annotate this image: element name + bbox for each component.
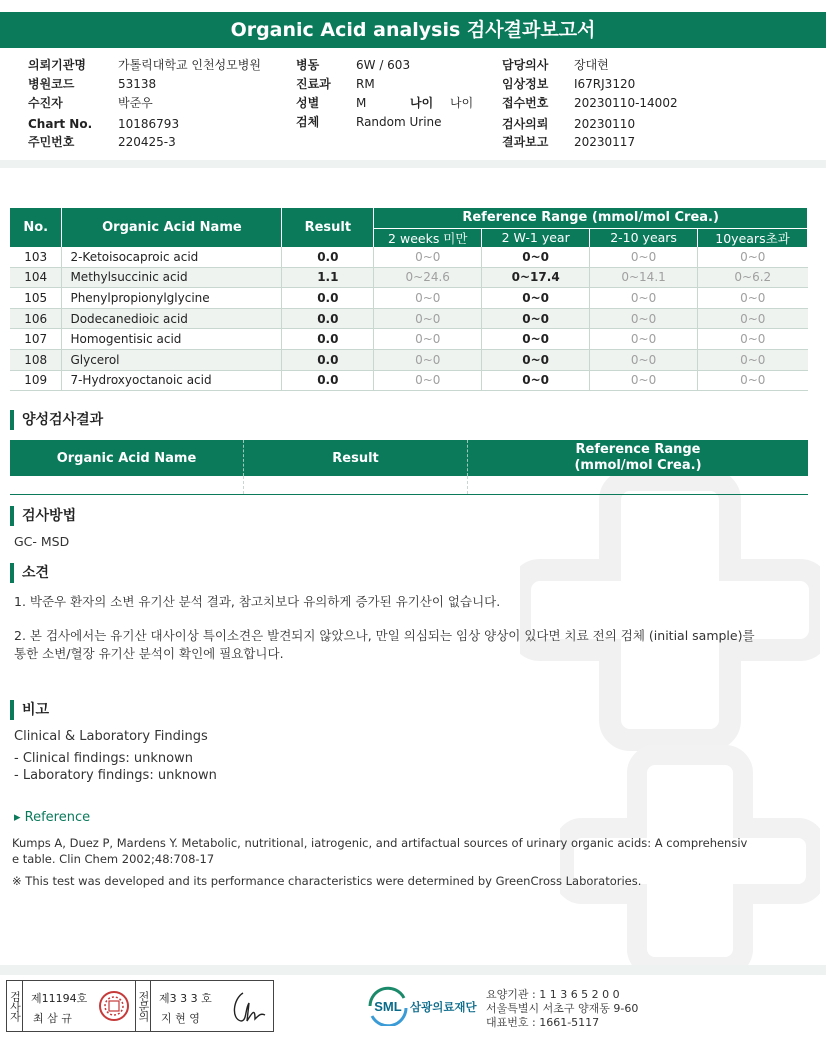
row-range-4: 0~0 (698, 308, 808, 329)
rrn-value: 220425-3 (118, 135, 176, 149)
row-name: Dodecanedioic acid (62, 308, 282, 329)
row-result: 0.0 (282, 247, 374, 268)
row-range-2: 0~0 (482, 308, 590, 329)
row-no: 109 (10, 370, 62, 391)
positive-results-heading: 양성검사결과 (10, 410, 103, 430)
col-sub-2: 2 W-1 year (482, 228, 590, 247)
row-range-3: 0~14.1 (590, 267, 698, 288)
row-result: 1.1 (282, 267, 374, 288)
row-range-3: 0~0 (590, 247, 698, 268)
row-range-2: 0~17.4 (482, 267, 590, 288)
dept-label: 진료과 (296, 77, 331, 91)
clinical-label: 임상정보 (502, 77, 549, 91)
sex-label: 성별 (296, 96, 320, 110)
positive-col-name: Organic Acid Name (10, 440, 244, 476)
reference-line-1: Kumps A, Duez P, Mardens Y. Metabolic, nutritional, iatrogenic, and artifactual sources of urinary organic acids: A comprehensiv (12, 836, 748, 850)
examiner-label: 검사자 (7, 981, 23, 1031)
ward-value: 6W / 603 (356, 58, 411, 72)
col-sub-1: 2 weeks 미만 (374, 228, 482, 247)
row-range-1: 0~0 (374, 288, 482, 309)
table-row (10, 247, 808, 268)
code-label: 병원코드 (28, 77, 75, 91)
signature-box (6, 980, 274, 1032)
row-range-3: 0~0 (590, 370, 698, 391)
col-no: No. (10, 208, 62, 247)
row-name: 2-Ketoisocaproic acid (62, 247, 282, 268)
reference-line-2: e table. Clin Chem 2002;48:708-17 (12, 852, 215, 866)
remarks-line-2: - Clinical findings: unknown (14, 751, 193, 766)
reference-heading: ▸ Reference (14, 810, 91, 825)
row-range-4: 0~0 (698, 329, 808, 350)
report-title: Organic Acid analysis 검사결과보고서 (0, 12, 826, 48)
row-range-4: 0~0 (698, 370, 808, 391)
rrn-label: 주민번호 (28, 135, 75, 149)
hospital-label: 의뢰기관명 (28, 58, 86, 72)
row-range-3: 0~0 (590, 349, 698, 370)
row-result: 0.0 (282, 308, 374, 329)
row-range-2: 0~0 (482, 349, 590, 370)
patient-value: 박준우 (118, 96, 153, 110)
row-range-4: 0~0 (698, 288, 808, 309)
row-range-1: 0~0 (374, 308, 482, 329)
specialist-license: 제3 3 3 호 (159, 992, 212, 1005)
request-label: 검사의뢰 (502, 117, 549, 131)
watermark-cross-icon (520, 460, 820, 760)
positive-results-table (10, 440, 808, 495)
examiner-license: 제11194호 (31, 992, 88, 1005)
remarks-line-1: Clinical & Laboratory Findings (14, 729, 208, 744)
age-value: 나이 (450, 96, 474, 110)
opinion-line-1: 1. 박준우 환자의 소변 유기산 분석 결과, 참고치보다 유의하게 증가된 유기산이 없습니다. (14, 594, 501, 609)
opinion-line-2b: 통한 소변/혈장 유기산 분석이 확인에 필요합니다. (14, 646, 284, 661)
sml-logo-text: SML (374, 999, 402, 1014)
row-name: 7-Hydroxyoctanoic acid (62, 370, 282, 391)
ward-label: 병동 (296, 58, 320, 72)
receipt-value: 20230110-14002 (574, 96, 678, 110)
col-result: Result (282, 208, 374, 247)
receipt-label: 접수번호 (502, 96, 549, 110)
row-no: 105 (10, 288, 62, 309)
col-sub-4: 10years초과 (698, 228, 808, 247)
row-range-4: 0~0 (698, 247, 808, 268)
row-range-1: 0~0 (374, 247, 482, 268)
clinical-value: I67RJ3120 (574, 77, 636, 91)
table-row (10, 370, 808, 391)
table-row (10, 329, 808, 350)
age-label: 나이 (410, 96, 434, 110)
chart-value: 10186793 (118, 117, 180, 131)
row-no: 103 (10, 247, 62, 268)
sex-value: M (356, 96, 367, 110)
row-range-2: 0~0 (482, 370, 590, 391)
row-range-3: 0~0 (590, 329, 698, 350)
lab-phone: 대표번호 : 1661-5117 (486, 1016, 600, 1029)
opinion-line-2a: 2. 본 검사에서는 유기산 대사이상 특이소견은 발견되지 않았으나, 만일 의심되는 임상 양상이 있다면 치료 전의 검체 (initial sample)를 (14, 628, 755, 643)
row-range-2: 0~0 (482, 247, 590, 268)
sml-logo (366, 986, 410, 1029)
row-no: 104 (10, 267, 62, 288)
specialist-label: 전문의 (135, 981, 151, 1031)
table-row (10, 288, 808, 309)
specimen-label: 검체 (296, 115, 320, 129)
lab-info (486, 988, 638, 1030)
remarks-line-3: - Laboratory findings: unknown (14, 768, 217, 783)
hospital-value: 가톨릭대학교 인천성모병원 (118, 58, 261, 72)
row-range-2: 0~0 (482, 288, 590, 309)
request-value: 20230110 (574, 117, 636, 131)
row-range-1: 0~0 (374, 329, 482, 350)
row-range-3: 0~0 (590, 288, 698, 309)
specialist-name: 지 현 영 (161, 1012, 200, 1025)
lab-license: 요양기관 : 1 1 3 6 5 2 0 0 (486, 988, 620, 1001)
report-value: 20230117 (574, 135, 636, 149)
row-range-1: 0~0 (374, 370, 482, 391)
row-name: Phenylpropionylglycine (62, 288, 282, 309)
col-sub-3: 2-10 years (590, 228, 698, 247)
doctor-value: 장대현 (574, 58, 609, 72)
row-range-1: 0~24.6 (374, 267, 482, 288)
row-range-4: 0~0 (698, 349, 808, 370)
row-range-4: 0~6.2 (698, 267, 808, 288)
table-row (10, 267, 808, 288)
row-range-2: 0~0 (482, 329, 590, 350)
row-no: 108 (10, 349, 62, 370)
positive-col-result: Result (244, 440, 468, 476)
row-range-1: 0~0 (374, 349, 482, 370)
row-result: 0.0 (282, 288, 374, 309)
row-result: 0.0 (282, 349, 374, 370)
row-name: Methylsuccinic acid (62, 267, 282, 288)
lab-address: 서울특별시 서초구 양재동 9-60 (486, 1002, 639, 1015)
divider (0, 160, 826, 168)
row-no: 107 (10, 329, 62, 350)
footer-divider (0, 965, 826, 975)
table-row (10, 308, 808, 329)
method-heading: 검사방법 (10, 506, 76, 526)
col-name: Organic Acid Name (62, 208, 282, 247)
seal-stamp-icon (97, 981, 133, 1031)
specimen-value: Random Urine (356, 115, 442, 129)
code-value: 53138 (118, 77, 157, 91)
positive-empty-row (10, 476, 808, 495)
chart-label: Chart No. (28, 117, 93, 131)
watermark-cross-icon (560, 740, 820, 970)
organic-acid-table (10, 208, 808, 391)
lab-name: 삼광의료재단 (410, 1000, 477, 1014)
remarks-heading: 비고 (10, 700, 49, 720)
method-value: GC- MSD (14, 534, 70, 549)
examiner-name: 최 삼 규 (33, 1012, 72, 1025)
positive-col-range (468, 440, 808, 476)
dept-value: RM (356, 77, 375, 91)
reference-note: ※ This test was developed and its performance characteristics were determined by GreenCross Laboratories. (12, 874, 642, 888)
row-no: 106 (10, 308, 62, 329)
row-name: Glycerol (62, 349, 282, 370)
row-result: 0.0 (282, 329, 374, 350)
positive-col-range-line2: (mmol/mol Crea.) (574, 458, 702, 473)
table-row (10, 349, 808, 370)
patient-label: 수진자 (28, 96, 63, 110)
row-range-3: 0~0 (590, 308, 698, 329)
col-reference-range: Reference Range (mmol/mol Crea.) (374, 208, 808, 228)
opinion-heading: 소견 (10, 563, 49, 583)
row-result: 0.0 (282, 370, 374, 391)
doctor-label: 담당의사 (502, 58, 549, 72)
report-label: 결과보고 (502, 135, 549, 149)
row-name: Homogentisic acid (62, 329, 282, 350)
signature-scribble-icon (225, 981, 271, 1031)
positive-col-range-line1: Reference Range (575, 442, 701, 457)
